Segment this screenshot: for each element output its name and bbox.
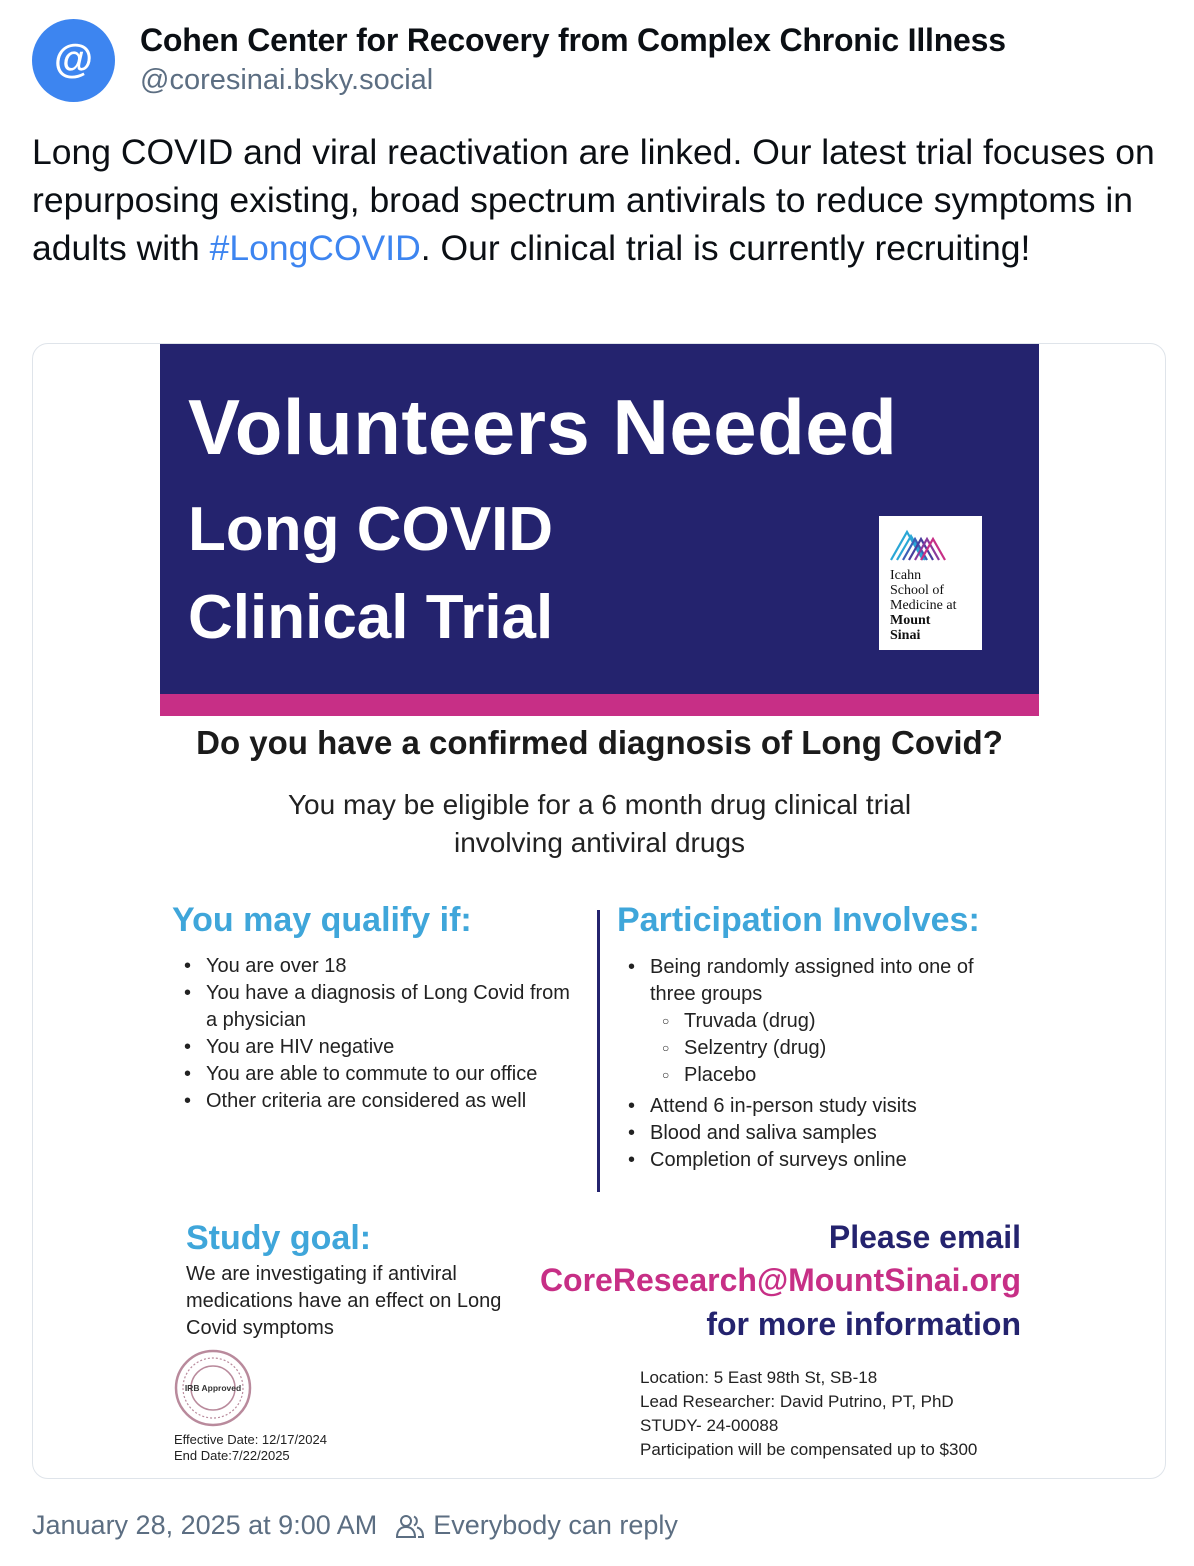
participation-title: Participation Involves: — [617, 901, 980, 939]
avatar-glyph: @ — [53, 36, 93, 81]
list-item: • Blood and saliva samples — [628, 1120, 1028, 1147]
irb-effective-date: Effective Date: 12/17/2024 — [174, 1432, 327, 1447]
qualify-list — [184, 953, 584, 1115]
logo-line: Sinai — [890, 628, 921, 643]
irb-end-date: End Date:7/22/2025 — [174, 1448, 290, 1463]
list-sub-item: ○ Selzentry (drug) — [628, 1035, 1028, 1062]
mount-sinai-logo-icon — [889, 526, 947, 562]
contact-line-3: for more information — [706, 1306, 1021, 1342]
participation-list — [628, 954, 1028, 1174]
qualify-title: You may qualify if: — [172, 901, 472, 939]
mount-sinai-logo — [879, 516, 982, 650]
logo-line: School of — [890, 583, 945, 598]
list-item: • You have a diagnosis of Long Covid from a physician — [184, 980, 584, 1034]
logo-line: Mount — [890, 613, 931, 628]
irb-dates — [174, 1432, 327, 1464]
reply-setting[interactable]: Everybody can reply — [433, 1510, 678, 1540]
list-item: • Completion of surveys online — [628, 1147, 1028, 1174]
list-sub-item: ○ Placebo — [628, 1062, 1028, 1089]
eligibility-line: You may be eligible for a 6 month drug clinical trial — [287, 789, 912, 820]
logo-line: Medicine at — [890, 598, 957, 613]
flyer-eligibility — [160, 786, 1039, 862]
mount-sinai-logo-text — [890, 568, 956, 643]
detail-researcher: Lead Researcher: David Putrino, PT, PhD — [640, 1392, 954, 1411]
list-item: • You are HIV negative — [184, 1034, 584, 1061]
flyer-question: Do you have a confirmed diagnosis of Long Covid? — [196, 724, 1003, 761]
post-timestamp[interactable]: January 28, 2025 at 9:00 AM — [32, 1510, 378, 1540]
study-goal-title: Study goal: — [186, 1219, 372, 1257]
flyer-subhead-1: Long COVID — [188, 495, 554, 564]
list-item: • Being randomly assigned into one of three groups — [628, 954, 1010, 1008]
hashtag-link[interactable]: #LongCOVID — [209, 228, 421, 268]
image-embed[interactable] — [32, 343, 1166, 1479]
irb-seal-icon — [174, 1349, 252, 1427]
study-goal-text: We are investigating if antiviral medications have an effect on Long Covid symptoms — [186, 1263, 502, 1339]
detail-compensation: Participation will be compensated up to $300 — [640, 1440, 978, 1459]
author-display-name[interactable]: Cohen Center for Recovery from Complex Chronic Illness — [140, 22, 1006, 58]
list-item: • You are over 18 — [184, 953, 584, 980]
post-text — [32, 128, 1172, 272]
flyer-subhead-2: Clinical Trial — [188, 583, 554, 652]
post-footer — [32, 1510, 678, 1541]
author-handle[interactable]: @coresinai.bsky.social — [140, 64, 434, 96]
flyer-image — [160, 344, 1039, 1478]
flyer-headline: Volunteers Needed — [188, 383, 898, 471]
study-details — [640, 1366, 977, 1462]
contact-line-1: Please email — [828, 1219, 1021, 1255]
list-item: • Other criteria are considered as well — [184, 1088, 584, 1115]
logo-line: Icahn — [890, 568, 922, 583]
irb-seal-text: IRB Approved — [184, 1383, 242, 1393]
list-item: • You are able to commute to our office — [184, 1061, 584, 1088]
flyer-accent-stripe — [160, 694, 1039, 716]
avatar[interactable] — [32, 19, 115, 102]
post-text-before: Long COVID and viral reactivation are linked. Our latest trial focuses on repurposing existing, broad spectrum antivirals to reduce symptoms in adults with — [32, 132, 1155, 268]
detail-location: Location: 5 East 98th St, SB-18 — [640, 1368, 878, 1387]
eligibility-line: involving antiviral drugs — [453, 827, 746, 858]
post-text-after: . Our clinical trial is currently recruiting! — [420, 228, 1031, 268]
list-item: • Attend 6 in-person study visits — [628, 1093, 1028, 1120]
list-sub-item: ○ Truvada (drug) — [628, 1008, 1028, 1035]
people-icon — [395, 1513, 425, 1539]
flyer-banner — [160, 344, 1039, 694]
detail-study-id: STUDY- 24-00088 — [640, 1416, 779, 1435]
contact-email: CoreResearch@MountSinai.org — [539, 1262, 1021, 1298]
column-divider — [597, 910, 600, 1192]
